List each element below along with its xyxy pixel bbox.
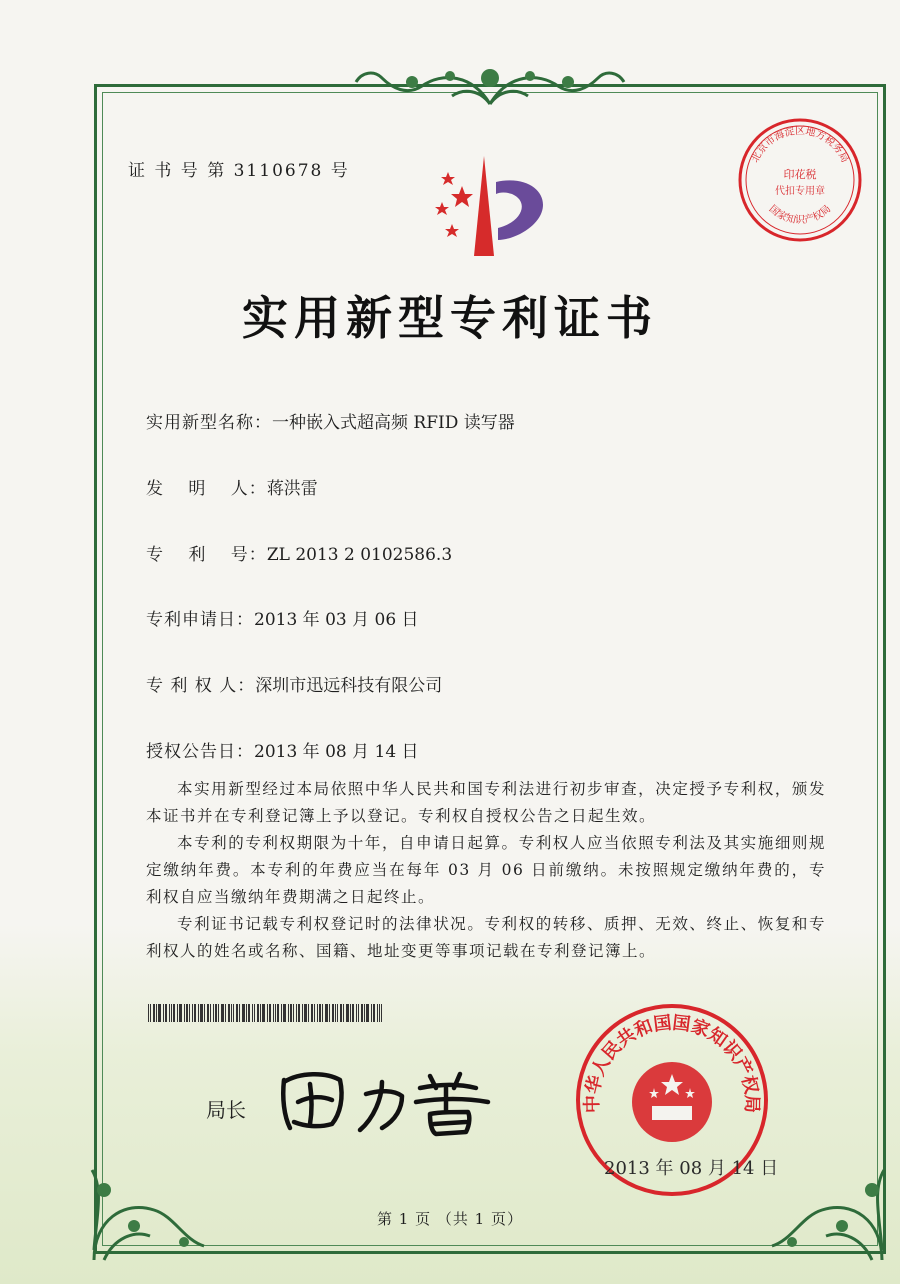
svg-text:国家知识产权局 xyxy=(767,203,834,226)
seal-text: 中华人民共和国国家知识产权局 xyxy=(581,1012,763,1114)
patent-office-logo-icon xyxy=(412,152,562,262)
tax-seal-outer-text: 北京市海淀区地方税务局 xyxy=(749,126,851,165)
director-label: 局长 xyxy=(206,1098,246,1122)
field-value: ZL 2013 2 0102586.3 xyxy=(266,545,453,565)
field-label: 授权公告日： xyxy=(146,742,254,762)
certificate-title: 实用新型专利证书 xyxy=(242,291,658,345)
field-utility-model-name xyxy=(146,408,515,433)
paragraph-term: 本专利的专利权期限为十年，自申请日起算。专利权人应当依照专利法及其实施细则规定缴纳年费。本专利的年费应当在每年 03 月 06 日前缴纳。未按照规定缴纳年费的，专利权自应当缴纳年费期满之日起终止。 xyxy=(146,834,826,906)
tax-seal-bottom-text: 国家知识产权局 xyxy=(766,203,834,227)
field-inventor xyxy=(146,474,318,499)
field-label: 发 明 人： xyxy=(146,479,267,499)
seal-date: 2013 年 08 月 14 日 xyxy=(604,1158,779,1179)
top-ornament xyxy=(352,64,628,110)
field-value: 2013 年 08 月 14 日 xyxy=(254,742,419,762)
paragraph-grant: 本实用新型经过本局依照中华人民共和国专利法进行初步审查，决定授予专利权，颁发本证书并在专利登记簿上予以登记。专利权自授权公告之日起生效。 xyxy=(146,780,826,825)
field-value: 一种嵌入式超高频 RFID 读写器 xyxy=(272,413,515,433)
field-grant-date xyxy=(146,737,419,762)
page-number: 第 1 页 （共 1 页） xyxy=(377,1210,523,1228)
certificate-number: 证 书 号 第 3110678 号 xyxy=(128,161,350,181)
paragraph-legal-status: 专利证书记载专利权登记时的法律状况。专利权的转移、质押、无效、终止、恢复和专利权人的姓名或名称、国籍、地址变更等事项记载在专利登记簿上。 xyxy=(146,915,826,960)
tax-stamp-seal xyxy=(736,116,864,244)
field-value: 2013 年 03 月 06 日 xyxy=(254,610,419,630)
field-label: 专利申请日： xyxy=(146,610,254,630)
tax-seal-line1: 印花税 xyxy=(783,168,817,181)
field-value: 蒋洪雷 xyxy=(266,479,318,499)
field-label: 专 利 权 人： xyxy=(146,676,256,696)
field-patentee xyxy=(146,671,442,696)
field-label: 实用新型名称： xyxy=(146,413,272,433)
barcode xyxy=(148,1004,382,1022)
director-signature xyxy=(270,1058,500,1138)
tax-seal-line2: 代扣专用章 xyxy=(775,186,825,197)
field-patent-number xyxy=(146,540,452,565)
field-application-date xyxy=(146,605,419,630)
field-label: 专 利 号： xyxy=(146,545,267,565)
field-value: 深圳市迅远科技有限公司 xyxy=(255,676,443,696)
